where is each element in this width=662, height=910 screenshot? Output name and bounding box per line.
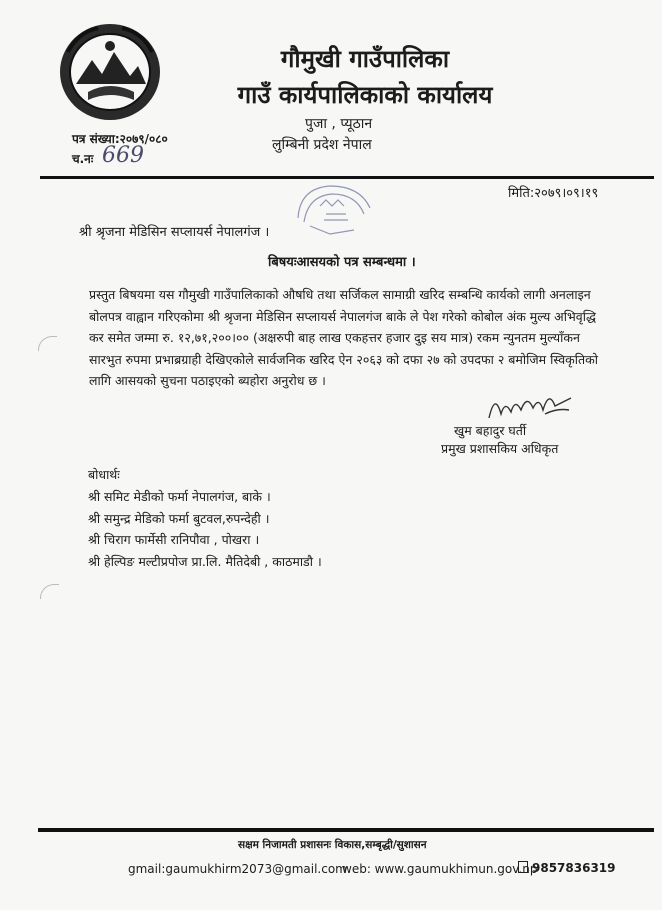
footer-divider bbox=[38, 828, 654, 832]
footer-website: web: www.gaumukhimun.gov.np bbox=[342, 862, 538, 876]
phone-icon bbox=[518, 861, 528, 873]
body-line: सारभुत रुपमा प्रभाब्रग्राही देखिएकोले सार्वजनिक खरिद ऐन २०६३ को दफा २७ को उपदफा २ बमोजिम स्विकृतिको bbox=[89, 351, 598, 367]
body-line: लागि आसयको सुचना पठाइएको ब्यहोरा अनुरोध छ । bbox=[89, 373, 326, 388]
dispatch-number-handwritten: 669 bbox=[102, 143, 144, 168]
organization-name: गौमुखी गाउँपालिका bbox=[280, 45, 450, 73]
address-line-1: पुजा , प्यूठान bbox=[305, 116, 373, 132]
cc-heading: बोधार्थः bbox=[88, 467, 120, 482]
punch-hole-mark bbox=[40, 584, 59, 599]
cc-recipient: श्री चिराग फार्मेसी रानिपौवा , पोखरा । bbox=[88, 532, 260, 547]
signatory-title: प्रमुख प्रशासकिय अधिकृत bbox=[441, 441, 559, 456]
letter-number: पत्र संख्या:२०७९/०८० bbox=[72, 132, 168, 146]
body-line: बोलपत्र वाह्वान गरिएकोमा श्री श्रृजना मेडिसिन सप्लायर्स नेपालगंज बाके ले पेश गरेको कोबोल अंक मुल्य अभिवृद्धि bbox=[89, 308, 596, 324]
signatory-name: खुम बहादुर घर्ती bbox=[454, 423, 527, 438]
office-name: गाउँ कार्यपालिकाको कार्यालय bbox=[237, 81, 493, 109]
address-line-2: लुम्बिनी प्रदेश नेपाल bbox=[272, 137, 372, 153]
letter-subject: बिषयःआसयको पत्र सम्बन्धमा । bbox=[268, 255, 416, 270]
footer-phone bbox=[518, 861, 616, 875]
footer-email: gmail:gaumukhirm2073@gmail.com bbox=[128, 862, 347, 876]
letter-date: मिति:२०७९।०९।१९ bbox=[508, 186, 599, 201]
dispatch-number-label: च.नः bbox=[72, 152, 94, 166]
cc-recipient: श्री समिट मेडीको फर्मा नेपालगंज, बाके । bbox=[88, 489, 271, 504]
footer-tagline: सक्षम निजामती प्रशासनः विकास,सम्बृद्धी/सुशासन bbox=[238, 839, 427, 851]
cc-recipient: श्री समुन्द्र मेडिको फर्मा बुटवल,रुपन्देही । bbox=[88, 510, 270, 526]
phone-number: 9857836319 bbox=[532, 861, 616, 875]
municipality-emblem-logo bbox=[58, 22, 162, 122]
cc-list bbox=[88, 486, 322, 572]
punch-hole-mark bbox=[38, 336, 57, 351]
letter-body bbox=[89, 284, 619, 392]
body-line: कर समेत जम्मा रु. १२,७१,२००।०० (अक्षरुपी बाह लाख एकहत्तर हजार दुइ सय मात्र) रकम न्युनतम मुल्याँकन bbox=[89, 330, 580, 345]
addressee: श्री श्रृजना मेडिसिन सप्लायर्स नेपालगंज । bbox=[79, 225, 270, 240]
body-line: प्रस्तुत बिषयमा यस गौमुखी गाउँपालिकाको औषधि तथा सर्जिकल सामाग्री खरिद सम्बन्धि कार्यको लागी अनलाइन bbox=[89, 287, 591, 302]
office-stamp-icon bbox=[290, 178, 378, 242]
cc-recipient: श्री हेल्पिङ मल्टीप्रपोज प्रा.लि. मैतिदेबी , काठमाडौ । bbox=[88, 553, 322, 569]
